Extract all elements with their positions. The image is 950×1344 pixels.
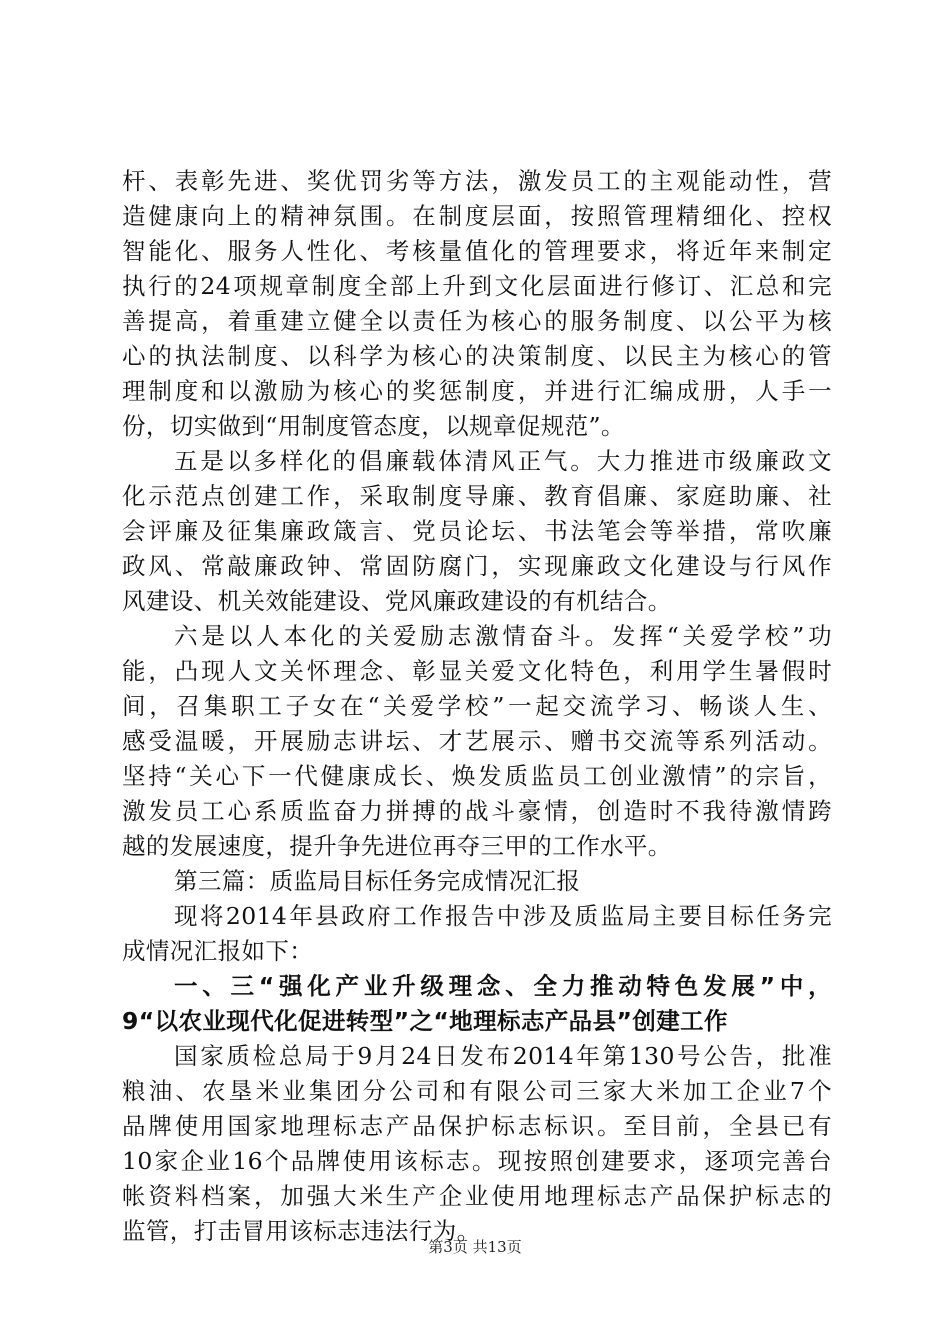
section-heading-line: 一、三“强化产业升级理念、全力推动特色发展”中， <box>174 972 832 1000</box>
section-heading-line: 9“以农业现代化促进转型”之“地理标志产品县”创建工作 <box>122 1007 728 1035</box>
page-footer: 第3页 共13页 <box>428 1238 522 1256</box>
text-line: 执行的24项规章制度全部上升到文化层面进行修订、汇总和完 <box>122 272 832 300</box>
text-line: 成情况汇报如下： <box>122 937 314 965</box>
text-line: 份，切实做到“用制度管态度，以规章促规范”。 <box>122 412 625 440</box>
text-line: 理制度和以激励为核心的奖惩制度，并进行汇编成册，人手一 <box>122 377 832 405</box>
text-line: 感受温暖，开展励志讲坛、才艺展示、赠书交流等系列活动。 <box>122 727 832 755</box>
text-line: 造健康向上的精神氛围。在制度层面，按照管理精细化、控权 <box>122 202 832 230</box>
text-line: 粮油、农垦米业集团分公司和有限公司三家大米加工企业7个 <box>122 1077 832 1105</box>
document-body <box>122 164 832 1249</box>
text-line: 心的执法制度、以科学为核心的决策制度、以民主为核心的管 <box>122 342 832 370</box>
text-line: 善提高，着重建立健全以责任为核心的服务制度、以公平为核 <box>122 307 832 335</box>
text-line: 六是以人本化的关爱励志激情奋斗。发挥“关爱学校”功 <box>174 622 832 650</box>
text-line: 坚持“关心下一代健康成长、焕发质监员工创业激情”的宗旨， <box>122 762 832 790</box>
text-line: 监管，打击冒用该标志违法行为。 <box>122 1217 481 1245</box>
text-line: 第三篇：质监局目标任务完成情况汇报 <box>174 867 581 895</box>
text-line: 政风、常敲廉政钟、常固防腐门，实现廉政文化建设与行风作 <box>122 552 832 580</box>
text-line: 现将2014年县政府工作报告中涉及质监局主要目标任务完 <box>174 902 832 930</box>
text-line: 会评廉及征集廉政箴言、党员论坛、书法笔会等举措，常吹廉 <box>122 517 832 545</box>
text-line: 帐资料档案，加强大米生产企业使用地理标志产品保护标志的 <box>122 1182 832 1210</box>
text-line: 10家企业16个品牌使用该标志。现按照创建要求，逐项完善台 <box>122 1147 832 1175</box>
text-line: 越的发展速度，提升争先进位再夺三甲的工作水平。 <box>122 832 672 860</box>
text-line: 杆、表彰先进、奖优罚劣等方法，激发员工的主观能动性，营 <box>122 167 832 195</box>
text-line: 五是以多样化的倡廉载体清风正气。大力推进市级廉政文 <box>174 447 832 475</box>
text-line: 能，凸现人文关怀理念、彰显关爱文化特色，利用学生暑假时 <box>122 657 832 685</box>
text-line: 智能化、服务人性化、考核量值化的管理要求，将近年来制定 <box>122 237 832 265</box>
text-line: 国家质检总局于9月24日发布2014年第130号公告，批准 <box>174 1042 832 1070</box>
text-line: 品牌使用国家地理标志产品保护标志标识。至目前，全县已有 <box>122 1112 832 1140</box>
text-line: 间，召集职工子女在“关爱学校”一起交流学习、畅谈人生、 <box>122 692 832 720</box>
text-line: 风建设、机关效能建设、党风廉政建设的有机结合。 <box>122 587 672 615</box>
text-line: 激发员工心系质监奋力拼搏的战斗豪情，创造时不我待激情跨 <box>122 797 832 825</box>
text-line: 化示范点创建工作，采取制度导廉、教育倡廉、家庭助廉、社 <box>122 482 832 510</box>
